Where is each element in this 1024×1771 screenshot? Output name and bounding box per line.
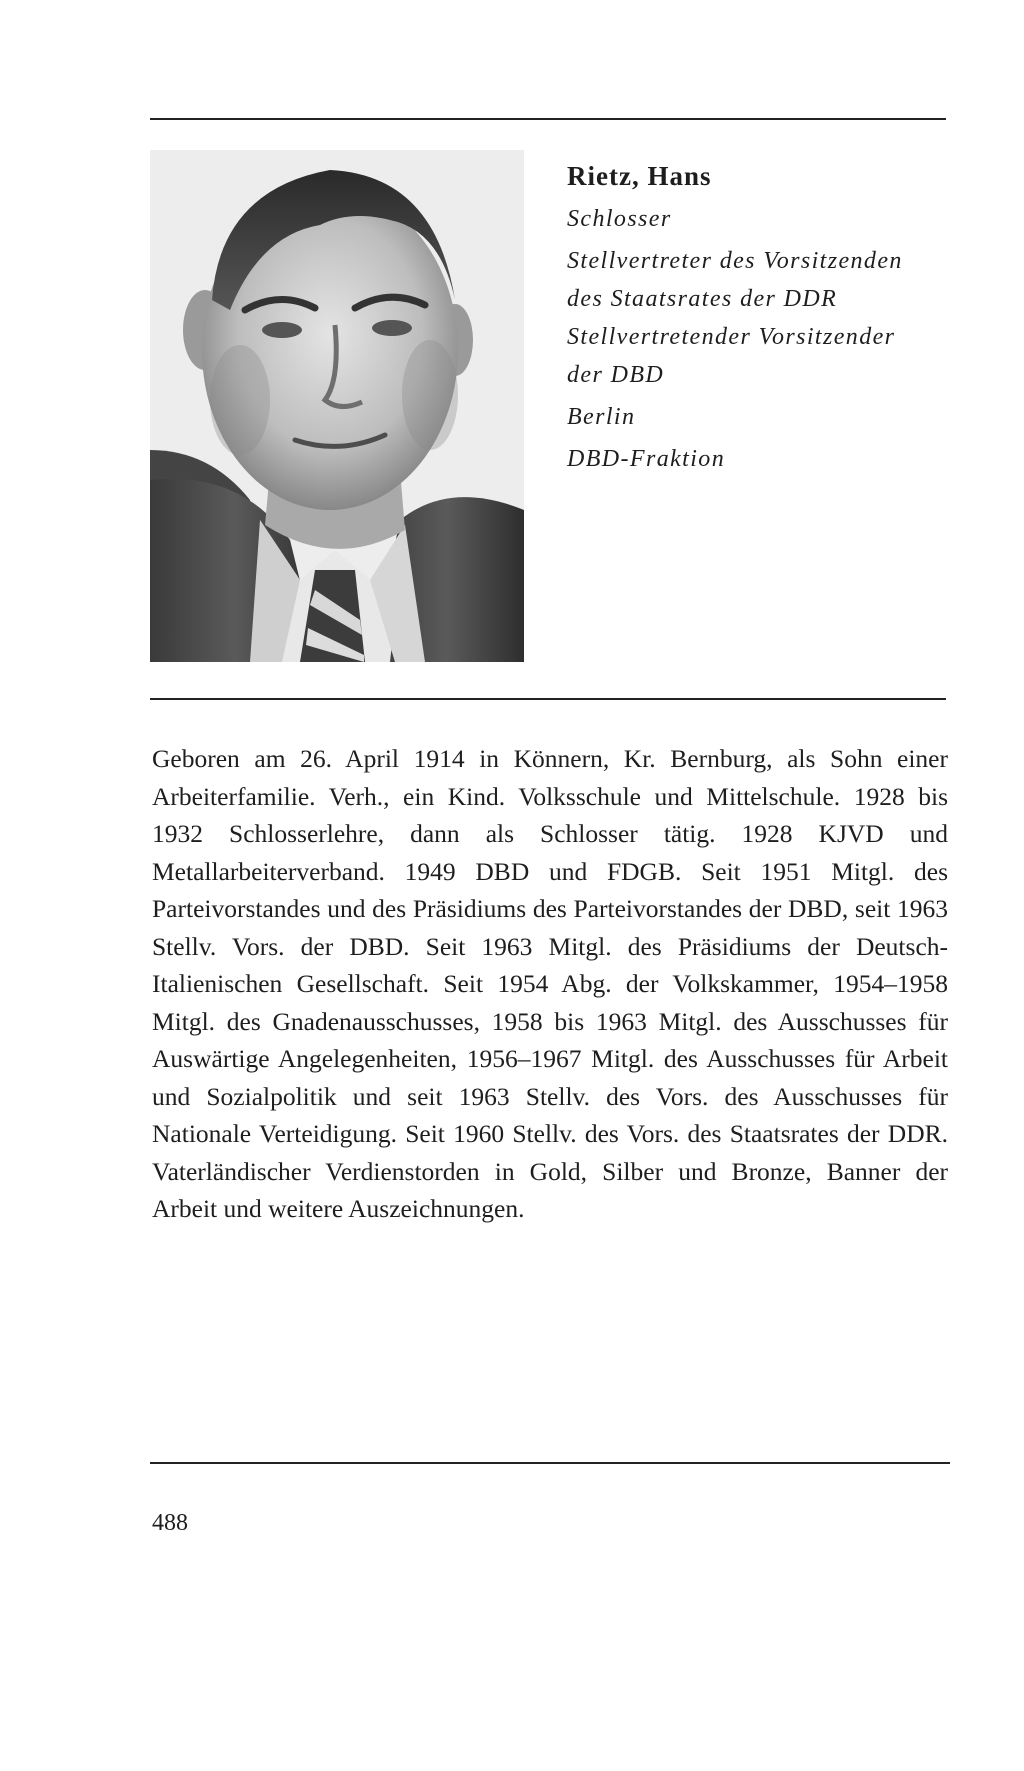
position-line-4: der DBD bbox=[567, 362, 665, 388]
person-name: Rietz, Hans bbox=[567, 161, 712, 191]
bottom-rule bbox=[150, 1462, 950, 1464]
page-number: 488 bbox=[152, 1510, 188, 1536]
location: Berlin bbox=[567, 404, 636, 430]
position-line-2: des Staatsrates der DDR bbox=[567, 286, 838, 312]
position-line-3: Stellvertretender Vorsitzender bbox=[567, 324, 896, 350]
top-rule bbox=[150, 118, 946, 120]
position-line-1: Stellvertreter des Vorsitzenden bbox=[567, 248, 903, 274]
portrait-photo bbox=[150, 150, 524, 662]
occupation: Schlosser bbox=[567, 206, 672, 232]
entry-header bbox=[567, 150, 947, 478]
faction: DBD-Fraktion bbox=[567, 446, 726, 472]
middle-rule bbox=[150, 698, 946, 700]
biography-text: Geboren am 26. April 1914 in Könnern, Kr. Bernburg, als Sohn einer Arbeiterfamilie. Verh., ein Kind. Volksschule und Mittelschule. 1928 bis 1932 Schlosserlehre, dann als Schlosser tätig. 1928 KJVD und Metallarbeiterverband. 1949 DBD und FDGB. Seit 1951 Mitgl. des Parteivorstandes und des Präsidiums des Parteivorstandes der DBD, seit 1963 Stellv. Vors. der DBD. Seit 1963 Mitgl. des Präsidiums der Deutsch-Italienischen Gesellschaft. Seit 1954 Abg. der Volkskammer, 1954–1958 Mitgl. des Gnadenausschusses, 1958 bis 1963 Mitgl. des Ausschusses für Auswärtige Angelegenheiten, 1956–1967 Mitgl. des Ausschusses für Arbeit und Sozialpolitik und seit 1963 Stellv. des Vors. des Ausschusses für Nationale Verteidigung. Seit 1960 Stellv. des Vors. des Staatsrates der DDR. Vaterländischer Verdienstorden in Gold, Silber und Bronze, Banner der Arbeit und weitere Auszeichnungen. bbox=[152, 744, 948, 1223]
